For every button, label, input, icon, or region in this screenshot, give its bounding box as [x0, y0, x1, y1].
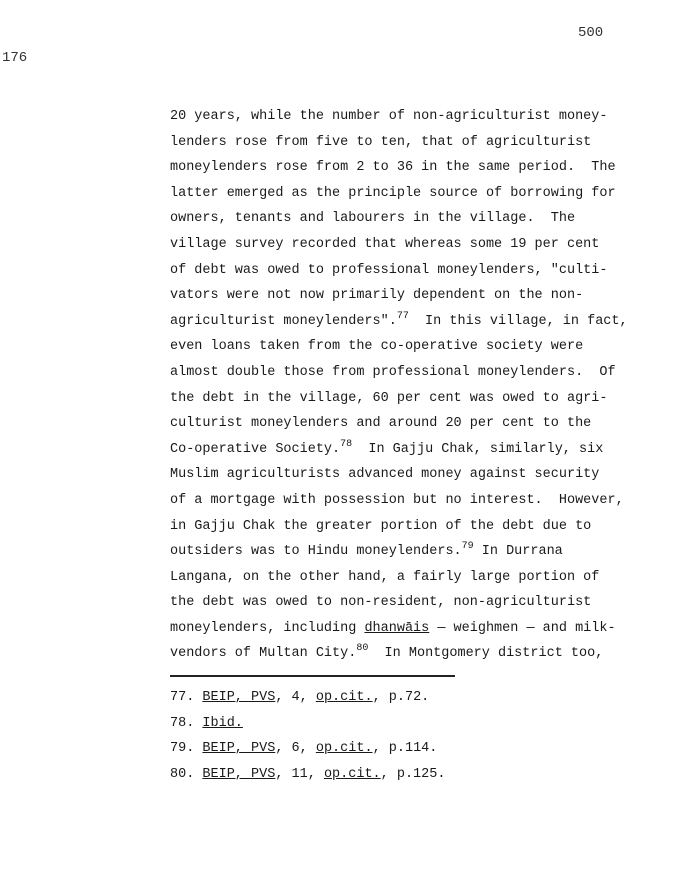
text-line: [170, 437, 630, 463]
page-number-left: 176: [2, 50, 28, 66]
footnote-op-cit: op.cit.: [315, 690, 373, 705]
footnote-op-cit: op.cit.: [323, 766, 381, 782]
text-line: the debt was owed to non-resident, non-agriculturist: [170, 595, 592, 611]
text-line: owners, tenants and labourers in the village. The: [170, 211, 576, 227]
text-line: [170, 616, 630, 642]
text-line: the debt in the village, 60 per cent was owed to agri-: [170, 390, 608, 406]
footnote-number: 77.: [170, 690, 203, 705]
text-line: almost double those from professional moneylenders. Of: [170, 364, 616, 380]
footnote-77: [170, 685, 445, 711]
text-line: moneylenders rose from 2 to 36 in the same period. The: [170, 160, 616, 176]
text-line: of debt was owed to professional moneylenders, "culti-: [170, 262, 608, 278]
footnote-source: BEIP, PVS: [202, 690, 276, 705]
body-text: [170, 104, 630, 667]
text-segment: In Montgomery district too,: [368, 646, 604, 662]
footnote-ref-79: 79: [461, 541, 474, 553]
page-number-top: 500: [578, 25, 604, 41]
text-segment: agriculturist moneylenders".: [170, 313, 397, 329]
text-segment: In Gajju Chak, similarly, six: [352, 441, 604, 457]
footnote-79: [170, 736, 445, 762]
text-line: [170, 641, 630, 667]
text-line: Muslim agriculturists advanced money against security: [170, 467, 600, 483]
text-segment: vendors of Multan City.: [170, 646, 357, 662]
footnote-number: 79.: [170, 741, 203, 756]
footnote-text: , 6,: [275, 741, 316, 756]
text-line: of a mortgage with possession but no interest. However,: [170, 492, 624, 508]
footnote-text: , 11,: [275, 766, 324, 782]
text-segment: outsiders was to Hindu moneylenders.: [170, 544, 462, 560]
text-line: village survey recorded that whereas some 19 per cent: [170, 236, 600, 252]
text-segment: Co-operative Society.: [170, 441, 341, 457]
footnote-text: , p.114.: [372, 741, 438, 756]
term-dhanwais: dhanwāis: [364, 620, 430, 636]
text-line: lenders rose from five to ten, that of agriculturist: [170, 134, 592, 150]
footnotes: [170, 685, 445, 787]
footnote-ref-77: 77: [396, 310, 409, 322]
text-line: [170, 309, 630, 335]
footnote-text: , p.125.: [380, 766, 446, 782]
text-segment: — weighmen — and milk-: [429, 620, 616, 636]
text-line: Langana, on the other hand, a fairly large portion of: [170, 569, 600, 585]
text-segment: moneylenders, including: [170, 620, 365, 636]
footnote-text: , 4,: [275, 690, 316, 705]
text-line: in Gajju Chak the greater portion of the debt due to: [170, 518, 592, 534]
footnote-number: 80.: [170, 766, 203, 782]
text-line: even loans taken from the co-operative society were: [170, 339, 584, 355]
text-line: culturist moneylenders and around 20 per cent to the: [170, 416, 592, 432]
text-line: latter emerged as the principle source of borrowing for: [170, 185, 616, 201]
text-line: 20 years, while the number of non-agriculturist money-: [170, 109, 608, 124]
footnote-source: BEIP, PVS: [202, 766, 276, 782]
footnote-divider: [170, 675, 455, 677]
footnote-source: Ibid.: [202, 715, 243, 731]
text-segment: In this village, in fact,: [408, 313, 628, 329]
text-line: vators were not now primarily dependent on the non-: [170, 288, 584, 304]
footnote-ref-78: 78: [340, 438, 353, 450]
footnote-80: [170, 762, 445, 788]
footnote-op-cit: op.cit.: [315, 741, 373, 756]
text-segment: In Durrana: [473, 544, 563, 560]
footnote-source: BEIP, PVS: [202, 741, 276, 756]
footnote-number: 78.: [170, 715, 203, 731]
text-line: [170, 539, 630, 565]
footnote-ref-80: 80: [356, 643, 369, 655]
footnote-text: , p.72.: [372, 690, 430, 705]
footnote-78: [170, 711, 445, 737]
